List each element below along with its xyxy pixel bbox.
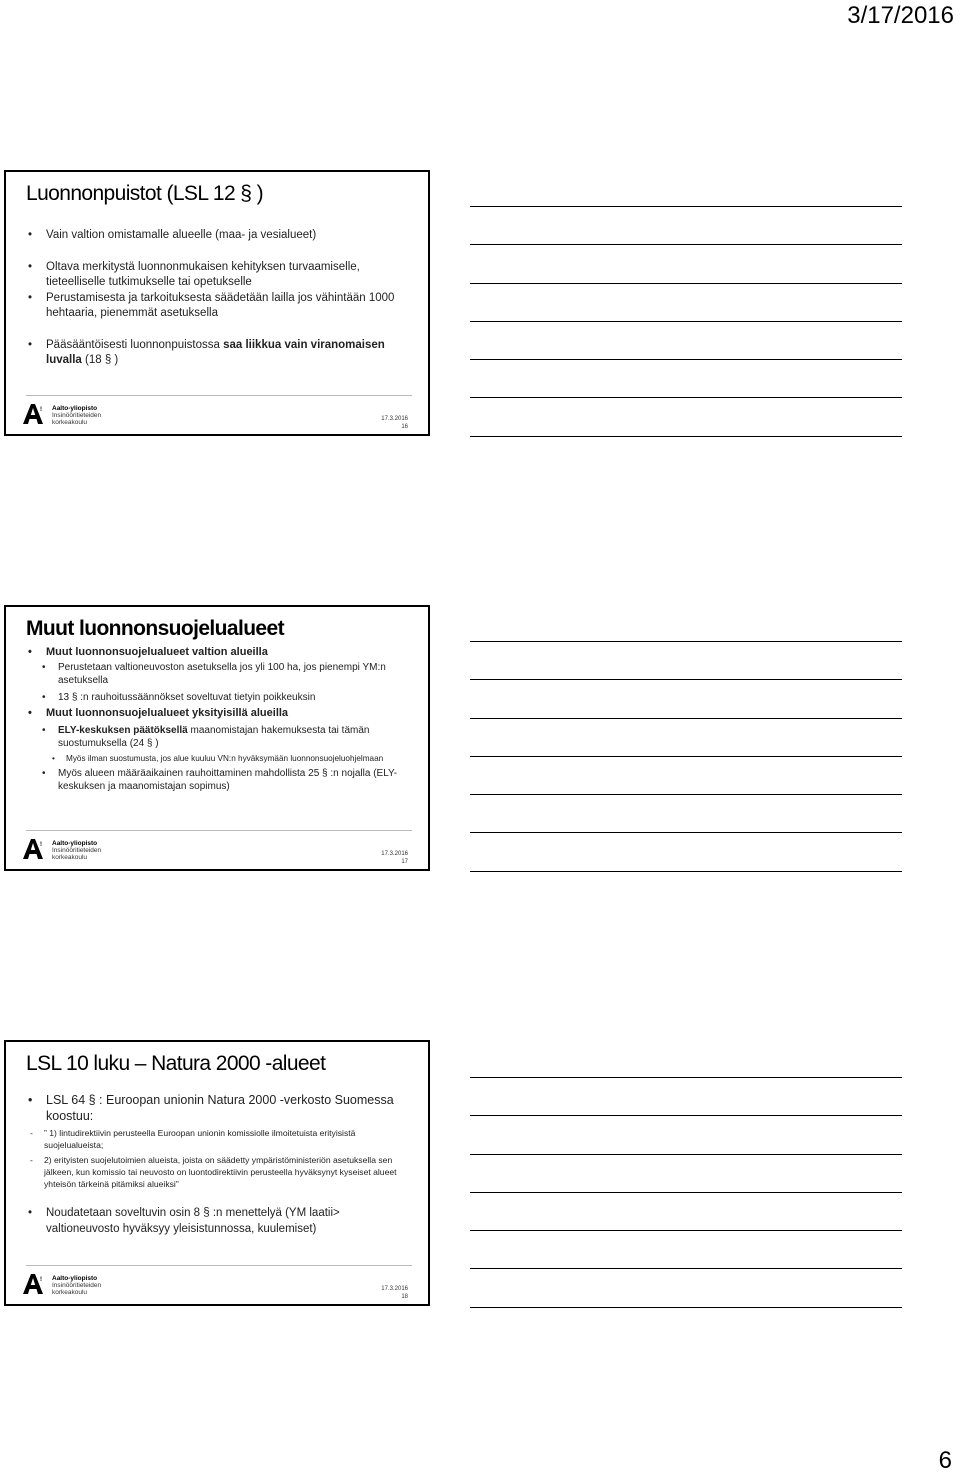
logo-line: korkeakoulu (52, 1289, 88, 1297)
sub-bullet: • Myös alueen määräaikainen rauhoittaminen mahdollista 25 § :n nojalla (ELY-keskuksen ja maanomistajan sopimus) (28, 767, 414, 794)
aalto-a-icon (22, 838, 44, 860)
logo-line: Aalto-yliopisto (52, 405, 98, 412)
aalto-a-icon (22, 1273, 44, 1295)
svg-text:!: ! (40, 1277, 42, 1283)
logo-line: Aalto-yliopisto (52, 840, 98, 847)
sub-bullet: • Perustetaan valtioneuvoston asetuksella jos yli 100 ha, jos pienempi YM:n asetuksella (28, 661, 414, 688)
slide-date: 17.3.2016 (381, 416, 408, 422)
svg-text:!: ! (40, 407, 42, 413)
bullet: • Perustamisesta ja tarkoituksesta säädetään lailla jos vähintään 1000 hehtaaria, pienemmät asetuksella (28, 291, 414, 322)
aalto-logo (22, 1273, 132, 1299)
slide-18 (4, 1040, 430, 1306)
bullet: • LSL 64 § : Euroopan unionin Natura 2000 -verkosto Suomessa koostuu: (28, 1092, 414, 1124)
dash-item: - 2) erityisten suojelutoimien alueista, joista on säädetty ympäristöministeriön asetuksella sen jälkeen, kun komissio tai neuvosto on luontodirektiivin perusteella hyväksynyt kyseiset alueet yhteisön tärkeinä pitämiksi alueiksi” (28, 1154, 414, 1190)
bullet: • Pääsääntöisesti luonnonpuistossa saa liikkua vain viranomaisen luvalla (18 § ) (28, 338, 414, 369)
logo-line: Insinööritieteiden (52, 1282, 102, 1290)
aalto-logo (22, 403, 132, 429)
slide-title: Luonnonpuistot (LSL 12 § ) (26, 182, 263, 205)
logo-line: Aalto-yliopisto (52, 1275, 98, 1282)
bullet: • Muut luonnonsuojelualueet yksityisillä alueilla (28, 706, 414, 722)
sub-sub-bullet: • Myös ilman suostumusta, jos alue kuuluu VN:n hyväksymään luonnonsuojeluohjelmaan (28, 753, 414, 764)
slide-number: 18 (401, 1294, 408, 1300)
dash-item: - ” 1) lintudirektiivin perusteella Euroopan unionin komissiolle ilmoitetuista erityisistä suojelualueista; (28, 1127, 414, 1151)
sub-bullet: • 13 § :n rauhoitussäännökset soveltuvat tietyin poikkeuksin (28, 691, 414, 705)
slide-17 (4, 605, 430, 871)
bullet: • Muut luonnonsuojelualueet valtion alueilla (28, 645, 414, 661)
sub-bullet: • ELY-keskuksen päätöksellä maanomistajan hakemuksesta tai tämän suostumuksella (24 § ) (28, 724, 414, 751)
slide-number: 16 (401, 424, 408, 430)
logo-line: korkeakoulu (52, 854, 88, 862)
bullet: • Oltava merkitystä luonnonmukaisen kehityksen turvaamiselle, tieteelliselle tutkimukselle tai opetukselle (28, 260, 414, 291)
page-number: 6 (938, 1447, 952, 1474)
header-date: 3/17/2016 (847, 2, 954, 29)
slide-16 (4, 170, 430, 436)
slide-number: 17 (401, 859, 408, 865)
bullet: • Vain valtion omistamalle alueelle (maa- ja vesialueet) (28, 228, 414, 244)
aalto-a-icon (22, 403, 44, 425)
slide-title: Muut luonnonsuojelualueet (26, 617, 284, 640)
aalto-logo (22, 838, 132, 864)
bullet: • Noudatetaan soveltuvin osin 8 § :n menettelyä (YM laatii> valtioneuvosto hyväksyy yleisistunnossa, kuulemiset) (28, 1206, 414, 1237)
slide-title: LSL 10 luku – Natura 2000 -alueet (26, 1052, 326, 1075)
logo-line: korkeakoulu (52, 419, 88, 427)
slide-date: 17.3.2016 (381, 851, 408, 857)
slide-date: 17.3.2016 (381, 1286, 408, 1292)
svg-text:!: ! (40, 842, 42, 848)
logo-line: Insinööritieteiden (52, 847, 102, 855)
logo-line: Insinööritieteiden (52, 412, 102, 420)
